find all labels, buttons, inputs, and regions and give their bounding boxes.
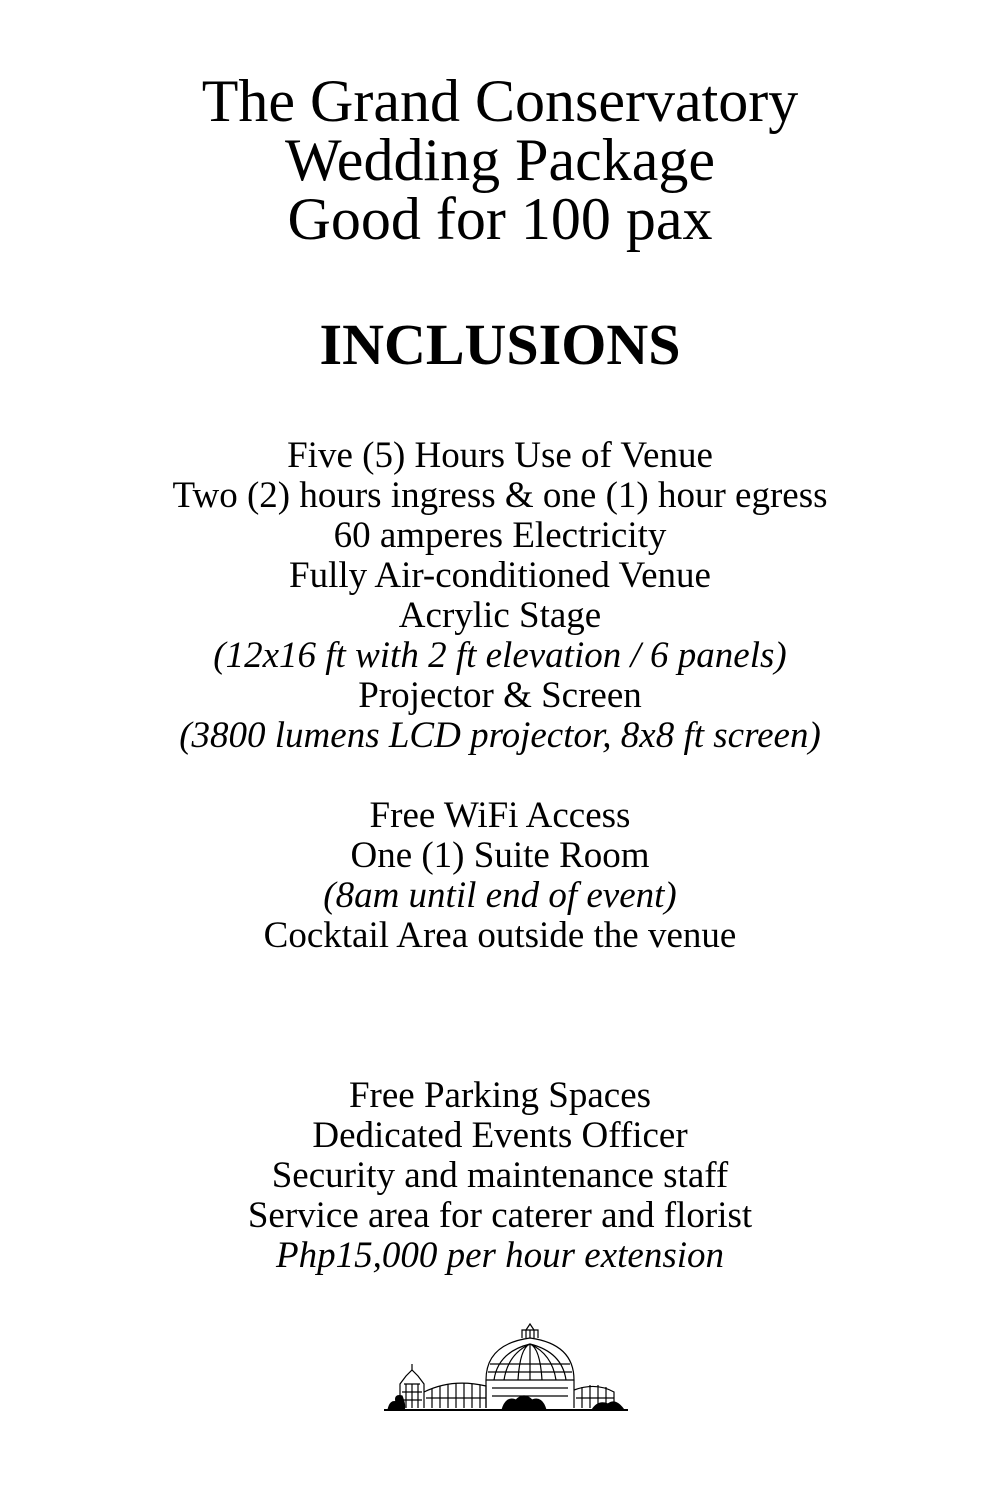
inclusions-list-secondary [0,1076,1000,1276]
inclusions-heading: INCLUSIONS [319,312,681,377]
inclusions-list-primary [0,436,1000,956]
title-capacity: Good for 100 pax [287,186,713,252]
inclusion-item: Free WiFi Access [369,795,631,836]
title-venue-name: The Grand Conservatory [201,68,799,134]
inclusion-item: Service area for caterer and florist [247,1195,753,1236]
inclusion-item: Security and maintenance staff [271,1155,729,1196]
inclusion-item: Two (2) hours ingress & one (1) hour egress [172,475,828,516]
inclusion-item: Five (5) Hours Use of Venue [287,435,713,476]
title-package-name: Wedding Package [284,127,716,193]
inclusion-note: (3800 lumens LCD projector, 8x8 ft screen) [179,715,821,756]
inclusion-item: 60 amperes Electricity [333,515,667,556]
inclusion-note: (12x16 ft with 2 ft elevation / 6 panels) [213,635,787,676]
inclusion-item: Cocktail Area outside the venue [263,915,737,956]
inclusion-item: One (1) Suite Room [350,835,650,876]
list-spacer [0,756,1000,796]
inclusion-item: Free Parking Spaces [348,1075,652,1116]
package-title [0,68,1000,252]
inclusion-item: Projector & Screen [358,675,642,716]
inclusion-item: Acrylic Stage [398,595,602,636]
conservatory-dome-icon [382,1322,630,1416]
inclusion-note: Php15,000 per hour extension [275,1235,725,1276]
inclusion-note: (8am until end of event) [323,875,677,916]
inclusion-item: Fully Air-conditioned Venue [289,555,711,596]
inclusion-item: Dedicated Events Officer [312,1115,688,1156]
